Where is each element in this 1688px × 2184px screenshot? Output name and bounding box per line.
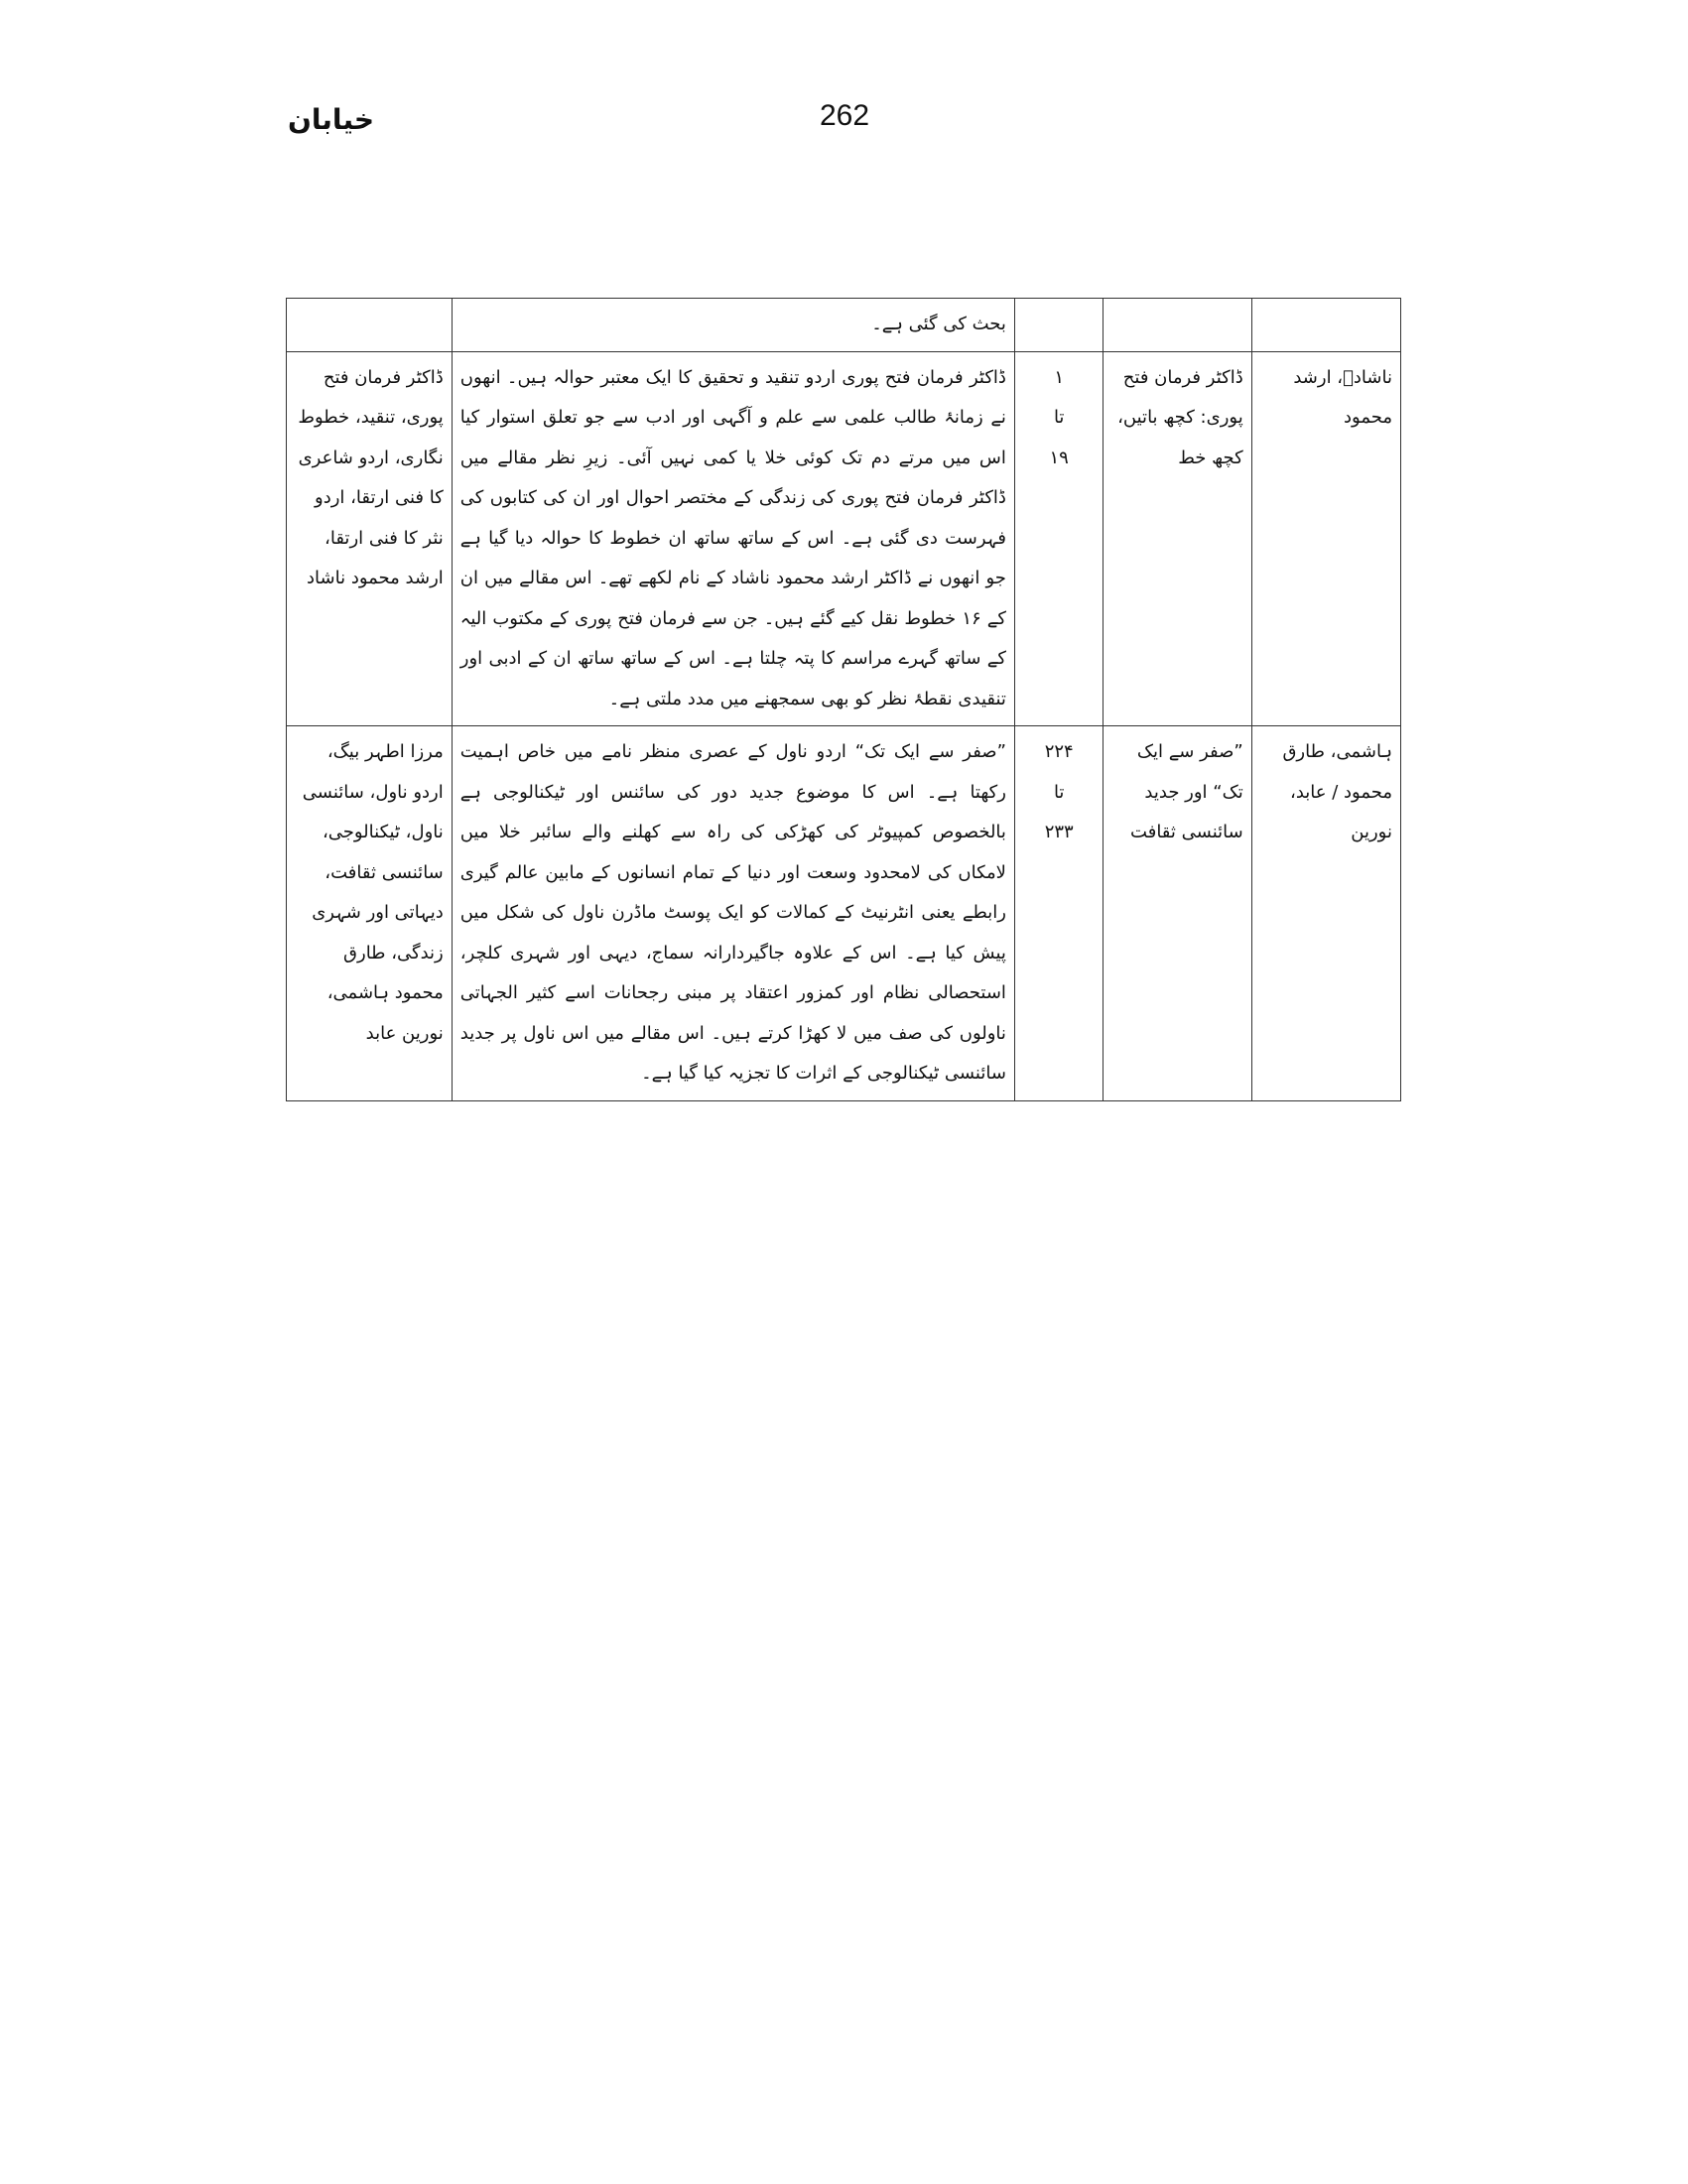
page-start: ۲۲۴ <box>1044 741 1074 762</box>
author-cell: ہاشمی، طارق محمود / عابد، نورین <box>1251 726 1400 1101</box>
journal-name: خیابان <box>288 103 375 136</box>
title-cell <box>1104 299 1251 352</box>
title-cell: ڈاکٹر فرمان فتح پوری: کچھ باتیں، کچھ خط <box>1104 351 1251 726</box>
table-row-continuation <box>287 299 1401 352</box>
pages-cell <box>1014 299 1104 352</box>
keywords-cell <box>287 299 453 352</box>
author-cell: ناشادؔ، ارشد محمود <box>1251 351 1400 726</box>
summary-cell: بحث کی گئی ہے۔ <box>452 299 1014 352</box>
summary-cell: ”صفر سے ایک تک“ اردو ناول کے عصری منظر نامے میں خاص اہمیت رکھتا ہے۔ اس کا موضوع جدید دور کی سائنس اور ٹیکنالوجی ہے بالخصوص کمپیوٹر کی کھڑکی کی راہ سے کھلنے والے سائبر خلا میں لامکاں کی لامحدود وسعت اور دنیا کے تمام انسانوں کے مابین عالم گیری رابطے یعنی انٹرنیٹ کے کمالات کو ایک پوسٹ ماڈرن ناول کی شکل میں پیش کیا ہے۔ اس کے علاوہ جاگیردارانہ سماج، دیہی اور شہری کلچر، استحصالی نظام اور کمزور اعتقاد پر مبنی رجحانات اسے کثیر الجہاتی ناولوں کی صف میں لا کھڑا کرتے ہیں۔ اس مقالے میں اس ناول پر جدید سائنسی ٹیکنالوجی کے اثرات کا تجزیہ کیا گیا ہے۔ <box>452 726 1014 1101</box>
page-separator: تا <box>1053 781 1065 803</box>
pages-cell <box>1014 351 1104 726</box>
index-table <box>286 298 1401 1101</box>
pages-cell <box>1014 726 1104 1101</box>
keywords-cell: ڈاکٹر فرمان فتح پوری، تنقید، خطوط نگاری، اردو شاعری کا فنی ارتقا، اردو نثر کا فنی ارتقا، ارشد محمود ناشاد <box>287 351 453 726</box>
summary-cell: ڈاکٹر فرمان فتح پوری اردو تنقید و تحقیق کا ایک معتبر حوالہ ہیں۔ انھوں نے زمانۂ طالب علمی سے علم و آگہی اور ادب سے جو تعلق استوار کیا اس میں مرتے دم تک کوئی خلا یا کمی نہیں آئی۔ زیرِ نظر مقالے میں ڈاکٹر فرمان فتح پوری کی زندگی کے مختصر احوال اور ان کی کتابوں کی فہرست دی گئی ہے۔ اس کے ساتھ ساتھ ان خطوط کا حوالہ دیا گیا ہے جو انھوں نے ڈاکٹر ارشد محمود ناشاد کے نام لکھے تھے۔ اس مقالے میں ان کے ۱۶ خطوط نقل کیے گئے ہیں۔ جن سے فرمان فتح پوری کے مکتوب الیہ کے ساتھ گہرے مراسم کا پتہ چلتا ہے۔ اس کے ساتھ ساتھ ان کے ادبی اور تنقیدی نقطۂ نظر کو بھی سمجھنے میں مدد ملتی ہے۔ <box>452 351 1014 726</box>
table-row <box>287 726 1401 1101</box>
page-start: ۱ <box>1054 366 1065 388</box>
page-number: 262 <box>820 99 870 132</box>
page-end: ۱۹ <box>1049 447 1069 468</box>
title-cell: ”صفر سے ایک تک“ اور جدید سائنسی ثقافت <box>1104 726 1251 1101</box>
page-separator: تا <box>1053 407 1065 428</box>
keywords-cell: مرزا اطہر بیگ، اردو ناول، سائنسی ناول، ٹیکنالوجی، سائنسی ثقافت، دیہاتی اور شہری زندگی، طارق محمود ہاشمی، نورین عابد <box>287 726 453 1101</box>
table-row <box>287 351 1401 726</box>
author-cell <box>1251 299 1400 352</box>
page-end: ۲۳۳ <box>1044 822 1074 842</box>
